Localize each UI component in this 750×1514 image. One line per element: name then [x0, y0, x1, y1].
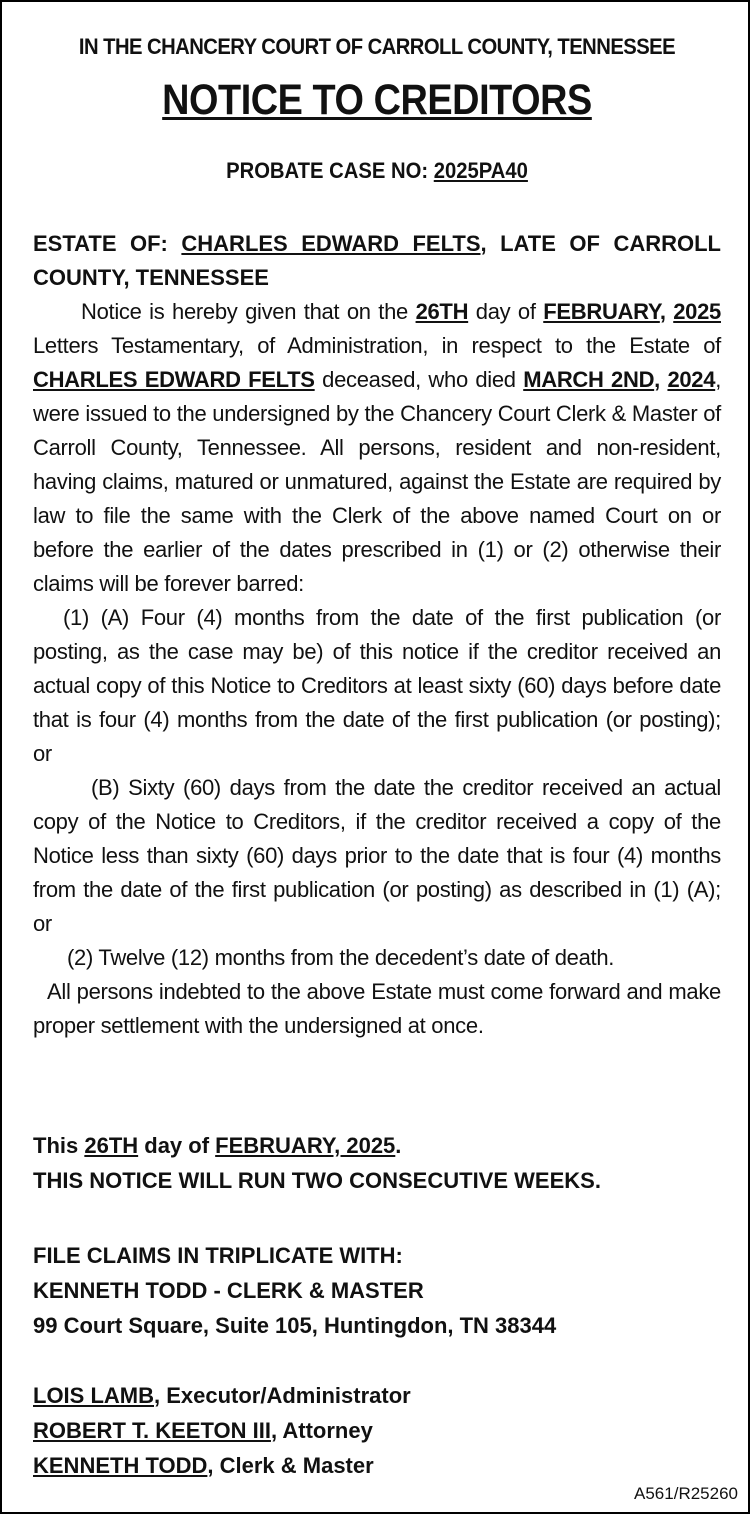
- paragraph-text: ,: [659, 299, 674, 324]
- signatory-name: KENNETH TODD: [33, 1453, 208, 1478]
- signatory-attorney: [33, 1413, 721, 1448]
- notice-title: NOTICE TO CREDITORS: [162, 76, 592, 124]
- decedent-name: CHARLES EDWARD FELTS: [181, 231, 481, 256]
- paragraph-text: deceased, who died: [314, 367, 524, 392]
- dated-month-year: FEBRUARY, 2025: [215, 1133, 396, 1158]
- paragraph-text: day of: [468, 299, 544, 324]
- signatory-executor: [33, 1378, 721, 1413]
- dated-text: day of: [138, 1133, 216, 1158]
- signatory-clerk: [33, 1448, 721, 1483]
- death-year: 2024: [667, 367, 716, 392]
- claims-heading: FILE CLAIMS IN TRIPLICATE WITH:: [33, 1243, 403, 1268]
- clerk-address: 99 Court Square, Suite 105, Huntingdon, TN 38344: [33, 1313, 557, 1338]
- signatories: [33, 1378, 721, 1483]
- reference-code: A561/R25260: [634, 1484, 738, 1503]
- notice-paragraph: [33, 295, 721, 601]
- court-heading: IN THE CHANCERY COURT OF CARROLL COUNTY, TENNESSEE: [78, 34, 676, 59]
- case-number: 2025PA40: [433, 158, 528, 183]
- dated-day: 26TH: [84, 1133, 139, 1158]
- signatory-name: LOIS LAMB: [33, 1383, 154, 1408]
- estate-decedent-name: CHARLES EDWARD FELTS: [33, 367, 315, 392]
- case-label: PROBATE CASE NO:: [226, 158, 429, 183]
- signatory-role: , Executor/Administrator: [154, 1383, 411, 1408]
- date-of-death: MARCH 2ND: [523, 367, 655, 392]
- letters-month: FEBRUARY: [543, 299, 660, 324]
- clerk-name: KENNETH TODD - CLERK & MASTER: [33, 1278, 424, 1303]
- estate-suffix: , LATE OF CARROLL COUNTY, TENNESSEE: [33, 231, 721, 290]
- estate-line: [33, 227, 721, 295]
- claims-block: [33, 1238, 721, 1343]
- estate-label: ESTATE OF:: [33, 231, 168, 256]
- notice-body: [33, 295, 721, 1043]
- clause-2: (2) Twelve (12) months from the decedent’s date of death.: [67, 945, 615, 970]
- paragraph-text: Letters Testamentary, of Administration, in respect to the Estate of: [33, 333, 721, 358]
- letters-year: 2025: [673, 299, 721, 324]
- clause-1a: (1) (A) Four (4) months from the date of the first publication (or posting, as the case may be) of this notice if the creditor received an actual copy of this Notice to Creditors at least sixty (60) days before date that is four (4) months from the date of the first publication (or posting); or: [33, 605, 721, 766]
- paragraph-text: Notice is hereby given that on the: [81, 299, 416, 324]
- run-notice: THIS NOTICE WILL RUN TWO CONSECUTIVE WEEKS.: [33, 1168, 601, 1193]
- dated-line: [33, 1128, 721, 1163]
- signatory-role: , Attorney: [270, 1418, 373, 1443]
- clause-1b: (B) Sixty (60) days from the date the creditor received an actual copy of the Notice to Creditors, if the creditor received a copy of the Notice less than sixty (60) days prior to the date that is four (4) months from the date of the first publication (or posting) as described in (1) (A); or: [33, 775, 721, 936]
- dated-text: .: [395, 1133, 402, 1158]
- indebted-paragraph: All persons indebted to the above Estate must come forward and make proper settlement with the undersigned at once.: [33, 979, 721, 1038]
- dated-text: This: [33, 1133, 85, 1158]
- paragraph-text: ,: [654, 367, 668, 392]
- signatory-name: ROBERT T. KEETON III: [33, 1418, 271, 1443]
- letters-day: 26TH: [415, 299, 469, 324]
- signatory-role: , Clerk & Master: [207, 1453, 374, 1478]
- probate-case-line: [32, 158, 722, 184]
- dated-block: [33, 1128, 721, 1198]
- paragraph-text: , were issued to the undersigned by the Chancery Court Clerk & Master of Carroll County, Tennessee. All persons, resident and non-resident, having claims, matured or unmatured, against the Estate are required by law to file the same with the Clerk of the above named Court on or before the earlier of the dates prescribed in (1) or (2) otherwise their claims will be forever barred:: [33, 367, 721, 596]
